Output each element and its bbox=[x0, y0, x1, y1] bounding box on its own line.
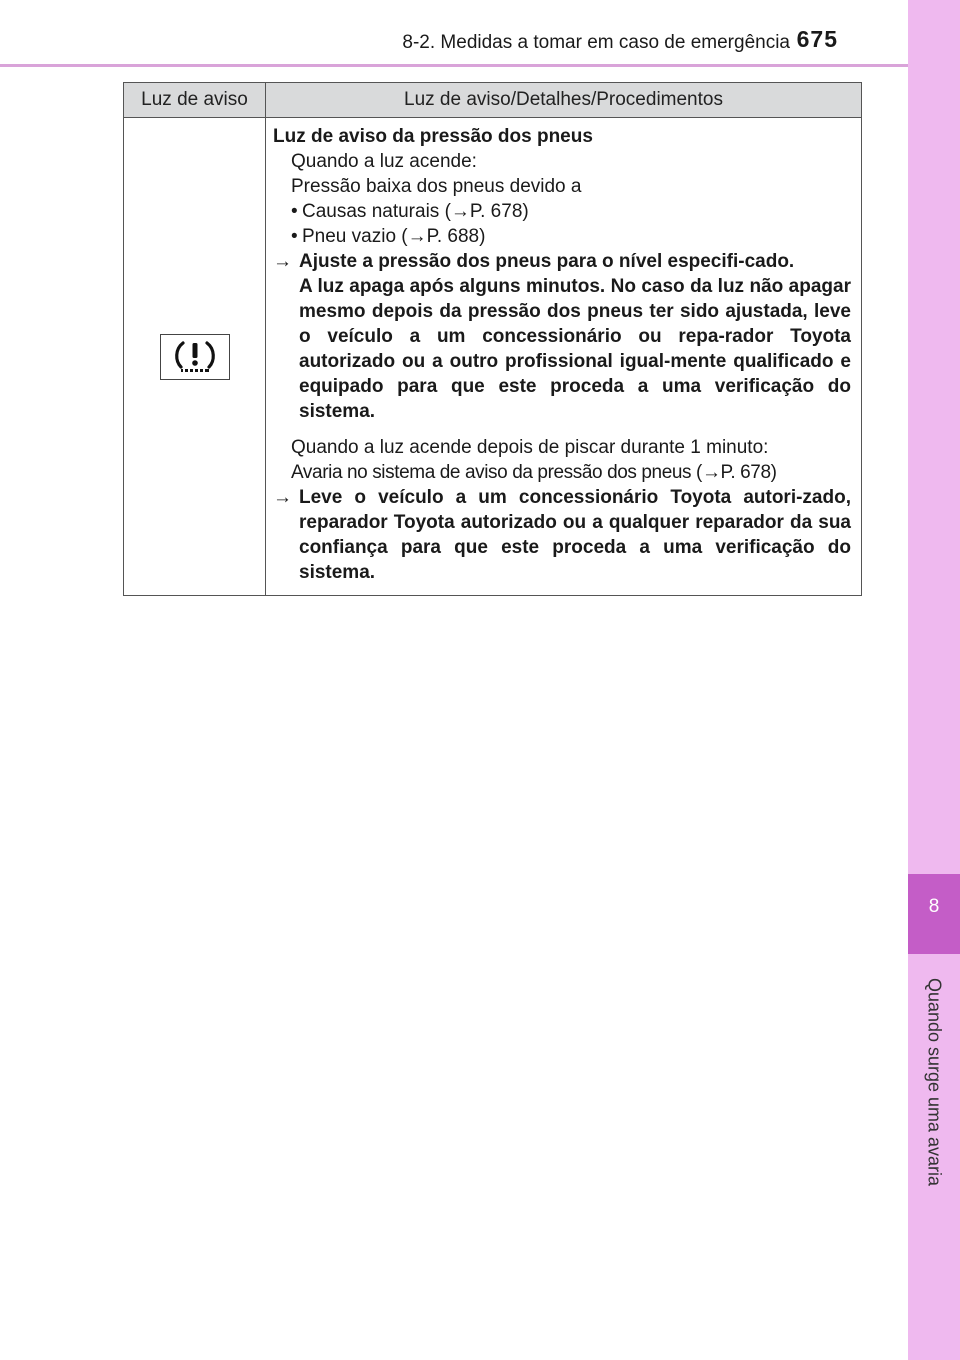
case1-note: A luz apaga após alguns minutos. No caso da luz não apagar mesmo depois da pressão dos pneus ter sido ajustada, leve o veículo a um concessionário ou repa-rador Toyota autorizado ou a outro profissional igual-mente qualificado e equipado para que este proceda a uma verificação do sistema. bbox=[299, 276, 851, 422]
table-header-row bbox=[124, 83, 862, 118]
side-chapter-title: Quando surge uma avaria bbox=[924, 977, 945, 1187]
column-header-warning-light: Luz de aviso bbox=[124, 83, 266, 118]
details-cell bbox=[266, 118, 862, 596]
table-row bbox=[124, 118, 862, 596]
section-title: 8-2. Medidas a tomar em caso de emergência bbox=[402, 32, 790, 53]
column-header-details: Luz de aviso/Detalhes/Procedimentos bbox=[266, 83, 862, 118]
case2-action-block bbox=[273, 485, 851, 585]
header-rule bbox=[0, 64, 908, 67]
case2-action: Leve o veículo a um concessionário Toyota autori-zado, reparador Toyota autorizado ou a qualquer reparador da sua confiança para que este proceda a uma verificação do sistema. bbox=[299, 487, 851, 583]
case1-condition: Quando a luz acende: bbox=[291, 151, 477, 172]
case1-action: Ajuste a pressão dos pneus para o nível especifi-cado. bbox=[299, 251, 795, 272]
icon-cell bbox=[124, 118, 266, 596]
case1-action-block bbox=[273, 249, 851, 424]
case2-cause: Avaria no sistema de aviso da pressão dos pneus (→P. 678) bbox=[291, 462, 777, 483]
tire-pressure-warning-icon bbox=[160, 334, 230, 380]
bullet-item: • Causas naturais (→P. 678) bbox=[273, 199, 851, 224]
warning-light-table bbox=[123, 82, 862, 596]
case1-cause: Pressão baixa dos pneus devido a bbox=[291, 176, 582, 197]
case2-condition: Quando a luz acende depois de piscar durante 1 minuto: bbox=[291, 437, 769, 458]
page-number: 675 bbox=[796, 26, 838, 52]
arrow-icon: → bbox=[273, 251, 292, 272]
page-header bbox=[0, 0, 908, 66]
bullet-item: • Pneu vazio (→P. 688) bbox=[273, 224, 851, 249]
side-chapter-number: 8 bbox=[928, 896, 940, 917]
warning-title: Luz de aviso da pressão dos pneus bbox=[273, 126, 593, 147]
arrow-icon: → bbox=[273, 487, 292, 508]
